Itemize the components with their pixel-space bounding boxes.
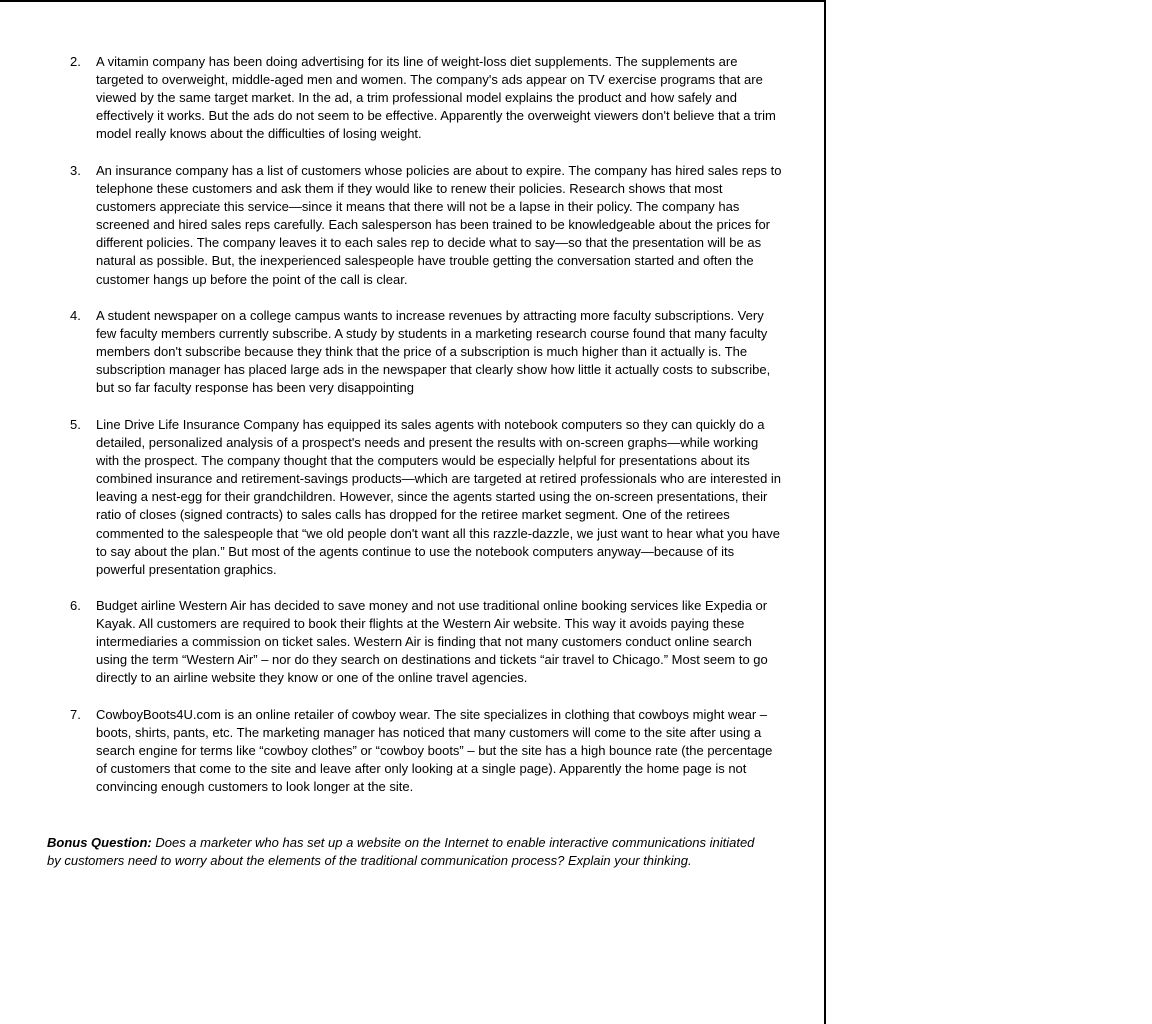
question-text: An insurance company has a list of customers whose policies are about to expire. The company has hired sales reps to telephone these customers and ask them if they would like to renew their policies. Research shows that most customers appreciate this service—since it means that there will not be a lapse in their policy. The company has screened and hired sales reps carefully. Each salesperson has been trained to be knowledgeable about the prices for different policies. The company leaves it to each sales rep to decide what to say—so that the presentation will be as natural as possible. But, the inexperienced salespeople have trouble getting the conversation started and often the customer hangs up before the point of the call is clear. [96, 163, 782, 287]
question-number: 7. [70, 707, 81, 722]
question-text: A vitamin company has been doing advertising for its line of weight-loss diet supplements. The supplements are targeted to overweight, middle-aged men and women. The company's ads appear on TV exercise programs that are viewed by the same target market. In the ad, a trim professional model explains the product and how safely and effectively it works. But the ads do not seem to be effective. Apparently the overweight viewers don't believe that a trim model really knows about the difficulties of losing weight. [96, 54, 776, 142]
bonus-text: Does a marketer who has set up a website on the Internet to enable interactive communications initiated by customers need to worry about the elements of the traditional communication process? Explain your thinking. [47, 835, 755, 869]
question-text: Budget airline Western Air has decided to save money and not use traditional online booking services like Expedia or Kayak. All customers are required to book their flights at the Western Air website. This way it avoids paying these intermediaries a commission on ticket sales. Western Air is finding that not many customers conduct online search using the term “Western Air” – nor do they search on destinations and tickets “air travel to Chicago.” Most seem to go directly to an airline website they know or one of the online travel agencies. [96, 598, 768, 686]
question-text: Line Drive Life Insurance Company has equipped its sales agents with notebook computers so they can quickly do a detailed, personalized analysis of a prospect's needs and present the results with on-screen graphs—while working with the prospect. The company thought that the computers would be especially helpful for presentations about its combined insurance and retirement-savings products—which are targeted at retired professionals who are interested in leaving a nest-egg for their grandchildren. However, since the agents started using the on-screen presentations, their ratio of closes (signed contracts) to sales calls has dropped for the retiree market segment. One of the retirees commented to the salespeople that “we old people don't want all this razzle-dazzle, we just want to hear what you have to say about the plan.” But most of the agents continue to use the notebook computers anyway—because of its powerful presentation graphics. [96, 417, 782, 577]
bonus-question [47, 834, 759, 871]
bonus-label: Bonus Question: [47, 835, 152, 850]
question-text: A student newspaper on a college campus wants to increase revenues by attracting more faculty subscriptions. Very few faculty members currently subscribe. A study by students in a marketing research course found that many faculty members don't subscribe because they think that the price of a subscription is much higher than it actually is. The subscription manager has placed large ads in the newspaper that clearly show how little it actually costs to subscribe, but so far faculty response has been very disappointing [96, 308, 771, 396]
question-number: 2. [70, 54, 81, 69]
question-text: CowboyBoots4U.com is an online retailer of cowboy wear. The site specializes in clothing that cowboys might wear – boots, shirts, pants, etc. The marketing manager has noticed that many customers will come to the site after using a search engine for terms like “cowboy clothes” or “cowboy boots” – but the site has a high bounce rate (the percentage of customers that come to the site and leave after only looking at a single page). Apparently the home page is not convincing enough customers to look longer at the site. [96, 707, 773, 795]
question-number: 5. [70, 417, 81, 432]
question-number: 3. [70, 163, 81, 178]
question-number: 4. [70, 308, 81, 323]
question-number: 6. [70, 598, 81, 613]
